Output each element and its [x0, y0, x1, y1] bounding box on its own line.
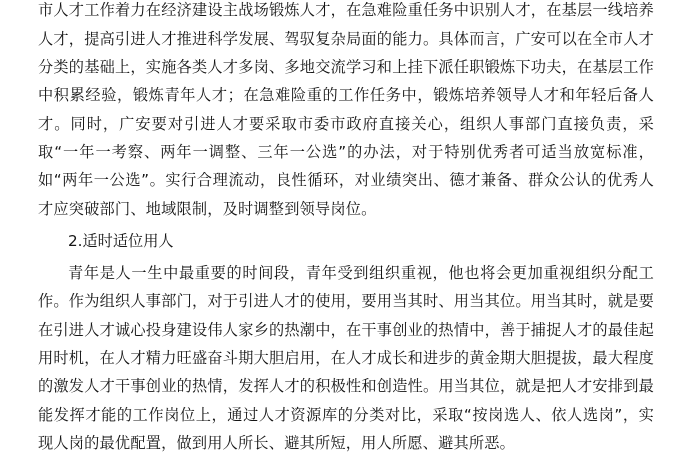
- text-line: 如“两年一公选”。实行合理流动，良性循环，对业绩突出、德才兼备、群众公认的优秀人: [38, 171, 654, 189]
- text-line: 在引进人才诚心投身建设伟人家乡的热潮中，在干事创业的热情中，善于捕捉人才的最佳起: [38, 321, 654, 339]
- text-line: 市人才工作着力在经济建设主战场锻炼人才，在急难险重任务中识别人才，在基层一线培养: [38, 1, 654, 19]
- text-line: 现人岗的最优配置，做到用人所长、避其所短，用人所愿、避其所恶。: [38, 434, 516, 452]
- text-line: 能发挥才能的工作岗位上，通过人才资源库的分类对比，采取“按岗选人、依人选岗”，实: [38, 406, 654, 424]
- text-line: 分类的基础上，实施各类人才多岗、多地交流学习和上挂下派任职锻炼下功夫，在基层工作: [38, 58, 654, 76]
- text-line: 的激发人才干事创业的热情，发挥人才的积极性和创造性。用当其位，就是把人才安排到最: [38, 377, 654, 395]
- section-heading: 2.适时适位用人: [68, 232, 174, 250]
- text-line: 用时机，在人才精力旺盛奋斗期大胆启用，在人才成长和进步的黄金期大胆提拔，最大程度: [38, 349, 654, 367]
- text-line: 青年是人一生中最重要的时间段，青年受到组织重视，他也将会更加重视组织分配工: [68, 264, 654, 282]
- text-line: 作。作为组织人事部门，对于引进人才的使用，要用当其时、用当其位。用当其时，就是要: [38, 292, 654, 310]
- text-line: 人才，提高引进人才推进科学发展、驾驭复杂局面的能力。具体而言，广安可以在全市人才: [38, 30, 654, 48]
- text-line: 才应突破部门、地域限制，及时调整到领导岗位。: [38, 200, 377, 218]
- text-line: 才。同时，广安要对引进人才要采取市委市政府直接关心，组织人事部门直接负责，采: [38, 115, 654, 133]
- text-line: 中积累经验，锻炼青年人才；在急难险重的工作任务中，锻炼培养领导人才和年轻后备人: [38, 86, 654, 104]
- text-line: 取“一年一考察、两年一调整、三年一公选”的办法，对于特别优秀者可适当放宽标准，: [38, 143, 654, 161]
